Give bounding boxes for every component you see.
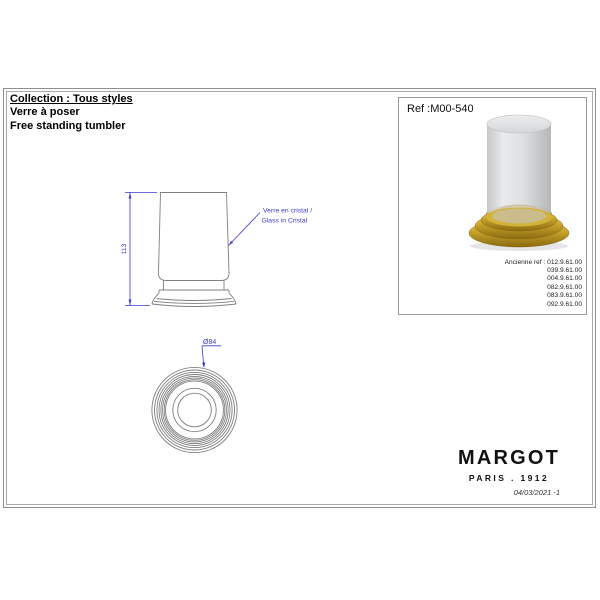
- brand-subtitle: PARIS . 1912: [468, 473, 550, 483]
- dim-arrow-up: [129, 193, 132, 199]
- ancienne-ref-value: 012.9.61.00: [547, 258, 582, 266]
- collection-title: Collection : Tous styles: [10, 93, 133, 105]
- top-view-drawing: [140, 330, 260, 460]
- base-outer-circle: [152, 367, 237, 452]
- concentric-circles: [152, 367, 237, 452]
- dim-leader-arrow: [202, 362, 205, 368]
- base-ring: [161, 376, 228, 443]
- side-view-outline: [152, 193, 236, 307]
- ancienne-ref-value: 082.9.61.00: [547, 283, 582, 291]
- ancienne-ref-row: [505, 259, 582, 267]
- ancienne-ref-value: 004.9.61.00: [547, 275, 582, 283]
- brand-block: [456, 447, 562, 497]
- base-ring: [157, 372, 232, 447]
- side-view-drawing: [100, 185, 330, 315]
- base-neck: [159, 281, 229, 291]
- base-ring: [159, 375, 230, 446]
- title-block: [10, 93, 133, 133]
- reference-number: Ref :M00-540: [407, 103, 474, 115]
- dim-arrow-down: [129, 300, 132, 306]
- base-ring: [166, 381, 224, 439]
- height-dimension: [125, 193, 157, 306]
- ancienne-ref-value: 039.9.61.00: [547, 266, 582, 274]
- ancienne-ref-value: 092.9.61.00: [547, 300, 582, 308]
- ancienne-ref-value: 083.9.61.00: [547, 292, 582, 300]
- annotation-text-en: Glass in Cristal: [261, 217, 308, 225]
- diameter-dim-value: Ø84: [203, 339, 217, 346]
- annotation-leader-line: [229, 213, 261, 246]
- base-ring: [155, 370, 235, 450]
- material-annotation: [229, 208, 313, 246]
- brand-logo: MARGOT: [457, 447, 561, 469]
- ancienne-ref-label: Ancienne ref :: [504, 258, 546, 266]
- product-name-fr: Verre à poser: [10, 106, 80, 119]
- base-tier-line-2: [154, 301, 234, 303]
- sheet-date: 04/03/2021 -1: [513, 488, 560, 497]
- glass-rim-circle: [173, 388, 216, 431]
- reference-box: [398, 97, 587, 315]
- height-dim-value: 113: [121, 243, 128, 255]
- base-bottom-edge: [152, 304, 236, 307]
- glass-outline: [158, 193, 229, 281]
- base-ring: [163, 378, 227, 442]
- product-render: [464, 106, 576, 254]
- annotation-text-fr: Verre en cristal /: [263, 207, 313, 215]
- glass-inner-circle: [178, 393, 212, 427]
- base-ring: [164, 380, 225, 441]
- diameter-dimension: [202, 339, 221, 368]
- product-name-en: Free standing tumbler: [10, 119, 126, 132]
- render-gold-base: [469, 208, 569, 248]
- ancienne-ref-block: [505, 259, 582, 309]
- base-tier-line-1: [157, 299, 232, 301]
